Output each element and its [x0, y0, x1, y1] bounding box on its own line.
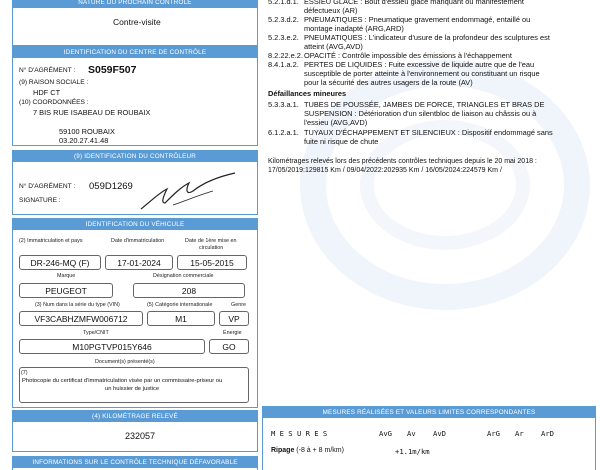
- genre-value: VP: [219, 311, 249, 326]
- defect-line: pour la sécurité des autres usagers de la route (AV): [304, 78, 473, 87]
- type-value: M10PGTVP015Y646: [19, 339, 205, 354]
- minor-defect-line: l'essieu (AVG,AVD): [304, 118, 368, 127]
- unfavorable-info-header: INFORMATIONS SUR LE CONTRÔLE TECHNIQUE DÉFAVORABLE: [13, 457, 257, 468]
- measures-col-avg: AvG: [379, 429, 392, 438]
- measures-section: [262, 406, 596, 470]
- minor-defect-line: 5.3.3.a.1. TUBES DE POUSSÉE, JAMBES DE FORCE, TRIANGLES ET BRAS DE: [268, 100, 545, 109]
- immat-value: DR-246-MQ (F): [19, 255, 101, 270]
- minor-defect-line: 6.1.2.a.1. TUYAUX D'ÉCHAPPEMENT ET SILENCIEUX : Dispositif endommagé sans: [268, 128, 553, 137]
- measures-col-ard: ArD: [541, 429, 554, 438]
- defect-line: 5.2.3.d.2. PNEUMATIQUES : Pneumatique gravement endommagé, entaillé ou: [268, 15, 531, 24]
- minor-defects-header: Défaillances mineures: [268, 89, 347, 98]
- address-line2: 59100 ROUBAIX: [59, 127, 115, 136]
- measures-col-arg: ArG: [487, 429, 500, 438]
- designation-label: Désignation commerciale: [153, 273, 214, 279]
- docs-box: [19, 367, 249, 403]
- date-immat-label: Date d'immatriculation: [111, 238, 165, 244]
- next-control-section: [12, 0, 258, 46]
- km-history-title: Kilométrages relevés lors des précédents contrôles techniques depuis le 20 mai 2018 :: [268, 158, 537, 165]
- defect-line: 5.2.3.e.2. PNEUMATIQUES : L'indicateur d'usure de la profondeur des sculptures est: [268, 33, 550, 42]
- left-column: [0, 0, 262, 470]
- next-control-value: Contre-visite: [113, 17, 161, 27]
- measures-col-av: Av: [407, 429, 416, 438]
- docs-value-2: un huissier de justice: [105, 386, 160, 392]
- centre-agreement-value: S059F507: [88, 64, 137, 76]
- defect-line: montage inadapté (ARG,ARD): [304, 24, 404, 33]
- mileage-value: 232057: [125, 431, 156, 441]
- measures-title: M E S U R E S: [271, 429, 328, 438]
- defect-line: susceptible de porter atteinte à l'environnement ou constituant un risque: [304, 69, 540, 78]
- measures-header: MESURES RÉALISÉES ET VALEURS LIMITES CORRESPONDANTES: [263, 407, 595, 418]
- centre-agreement-label: N° D'AGRÉMENT :: [19, 67, 76, 74]
- minor-defect-line: SUSPENSION : Détérioration d'un silentbloc de liaison au châssis ou à: [304, 109, 537, 118]
- phone: 03.20.27.41.48: [59, 136, 109, 145]
- defect-line: défectueux (AR): [304, 6, 358, 15]
- date-first-label-2: circulation: [199, 245, 224, 251]
- centre-section: [12, 46, 258, 146]
- address-line1: 7 BIS RUE ISABEAU DE ROUBAIX: [33, 108, 151, 117]
- defect-line: 8.2.22.e.2.OPACITÉ : Contrôle impossible des émissions à l'échappement: [268, 51, 512, 60]
- centre-header: IDENTIFICATION DU CENTRE DE CONTRÔLE: [13, 47, 257, 58]
- controller-section: [12, 150, 258, 215]
- vehicle-section: [12, 218, 258, 408]
- marque-value: PEUGEOT: [19, 283, 113, 298]
- measures-col-avd: AvD: [433, 429, 446, 438]
- minor-defect-line: fuite ni risque de chute: [304, 137, 379, 146]
- vin-label: (3) Num dans la série du type (VIN): [35, 302, 120, 308]
- energie-value: GO: [209, 339, 249, 354]
- marque-label: Marque: [57, 273, 76, 279]
- next-control-header: NATURE DU PROCHAIN CONTRÔLE: [13, 0, 257, 8]
- date-first-value: 15-05-2015: [177, 255, 247, 270]
- type-label: Type/CNIT: [83, 330, 109, 336]
- defect-line: 5.2.1.d.1. ESSIEU GLACE : Bout d'essieu glacé manquant ou manifestement: [268, 0, 524, 6]
- docs-value-1: Photocopie du certificat d'immatriculation visée par un commissaire-priseur ou: [22, 378, 223, 384]
- controller-header: (9) IDENTIFICATION DU CONTRÔLEUR: [13, 151, 257, 162]
- watermark-seal-inner: [360, 120, 530, 250]
- vehicle-header: IDENTIFICATION DU VÉHICULE: [13, 219, 257, 230]
- date-first-label-1: Date de 1ère mise en: [185, 238, 237, 244]
- raison-label: (9) RAISON SOCIALE :: [19, 79, 89, 86]
- docs-num: (7): [21, 370, 28, 376]
- ripage-value: +1.1m/km: [395, 447, 430, 456]
- measures-col-ar: Ar: [515, 429, 524, 438]
- km-history-values: 17/05/2019:129815 Km / 09/04/2022:202935 Km / 16/05/2024:224579 Km /: [268, 167, 502, 174]
- mileage-header: (4) KILOMÉTRAGE RELEVÉ: [13, 411, 257, 422]
- vin-value: VF3CABHZMFW006712: [19, 311, 143, 326]
- controller-agreement-label: N° D'AGRÉMENT :: [19, 183, 76, 190]
- signature-label: SIGNATURE :: [19, 197, 61, 204]
- defect-line: atteint (AVG,AVD): [304, 42, 363, 51]
- immat-label: (2) Immatriculation et pays: [19, 238, 83, 244]
- genre-label: Genre: [231, 302, 246, 308]
- coord-label: (10) COORDONNÉES :: [19, 99, 89, 106]
- cat-label: (5) Catégorie internationale: [147, 302, 213, 308]
- raison-value: HDF CT: [33, 88, 61, 97]
- defect-line: 8.4.1.a.2. PERTES DE LIQUIDES : Fuite excessive de liquide autre que de l'eau: [268, 60, 535, 69]
- mileage-section: [12, 410, 258, 452]
- docs-label: Document(s) présenté(s): [95, 359, 155, 365]
- controller-agreement-value: 059D1269: [89, 181, 133, 192]
- designation-value: 208: [133, 283, 245, 298]
- ripage-label: Ripage (-8 à + 8 m/km): [271, 447, 344, 454]
- date-immat-value: 17-01-2024: [105, 255, 173, 270]
- cat-value: M1: [147, 311, 215, 326]
- signature-mark: [133, 165, 243, 213]
- energie-label: Énergie: [223, 330, 242, 336]
- unfavorable-info-section: [12, 456, 258, 470]
